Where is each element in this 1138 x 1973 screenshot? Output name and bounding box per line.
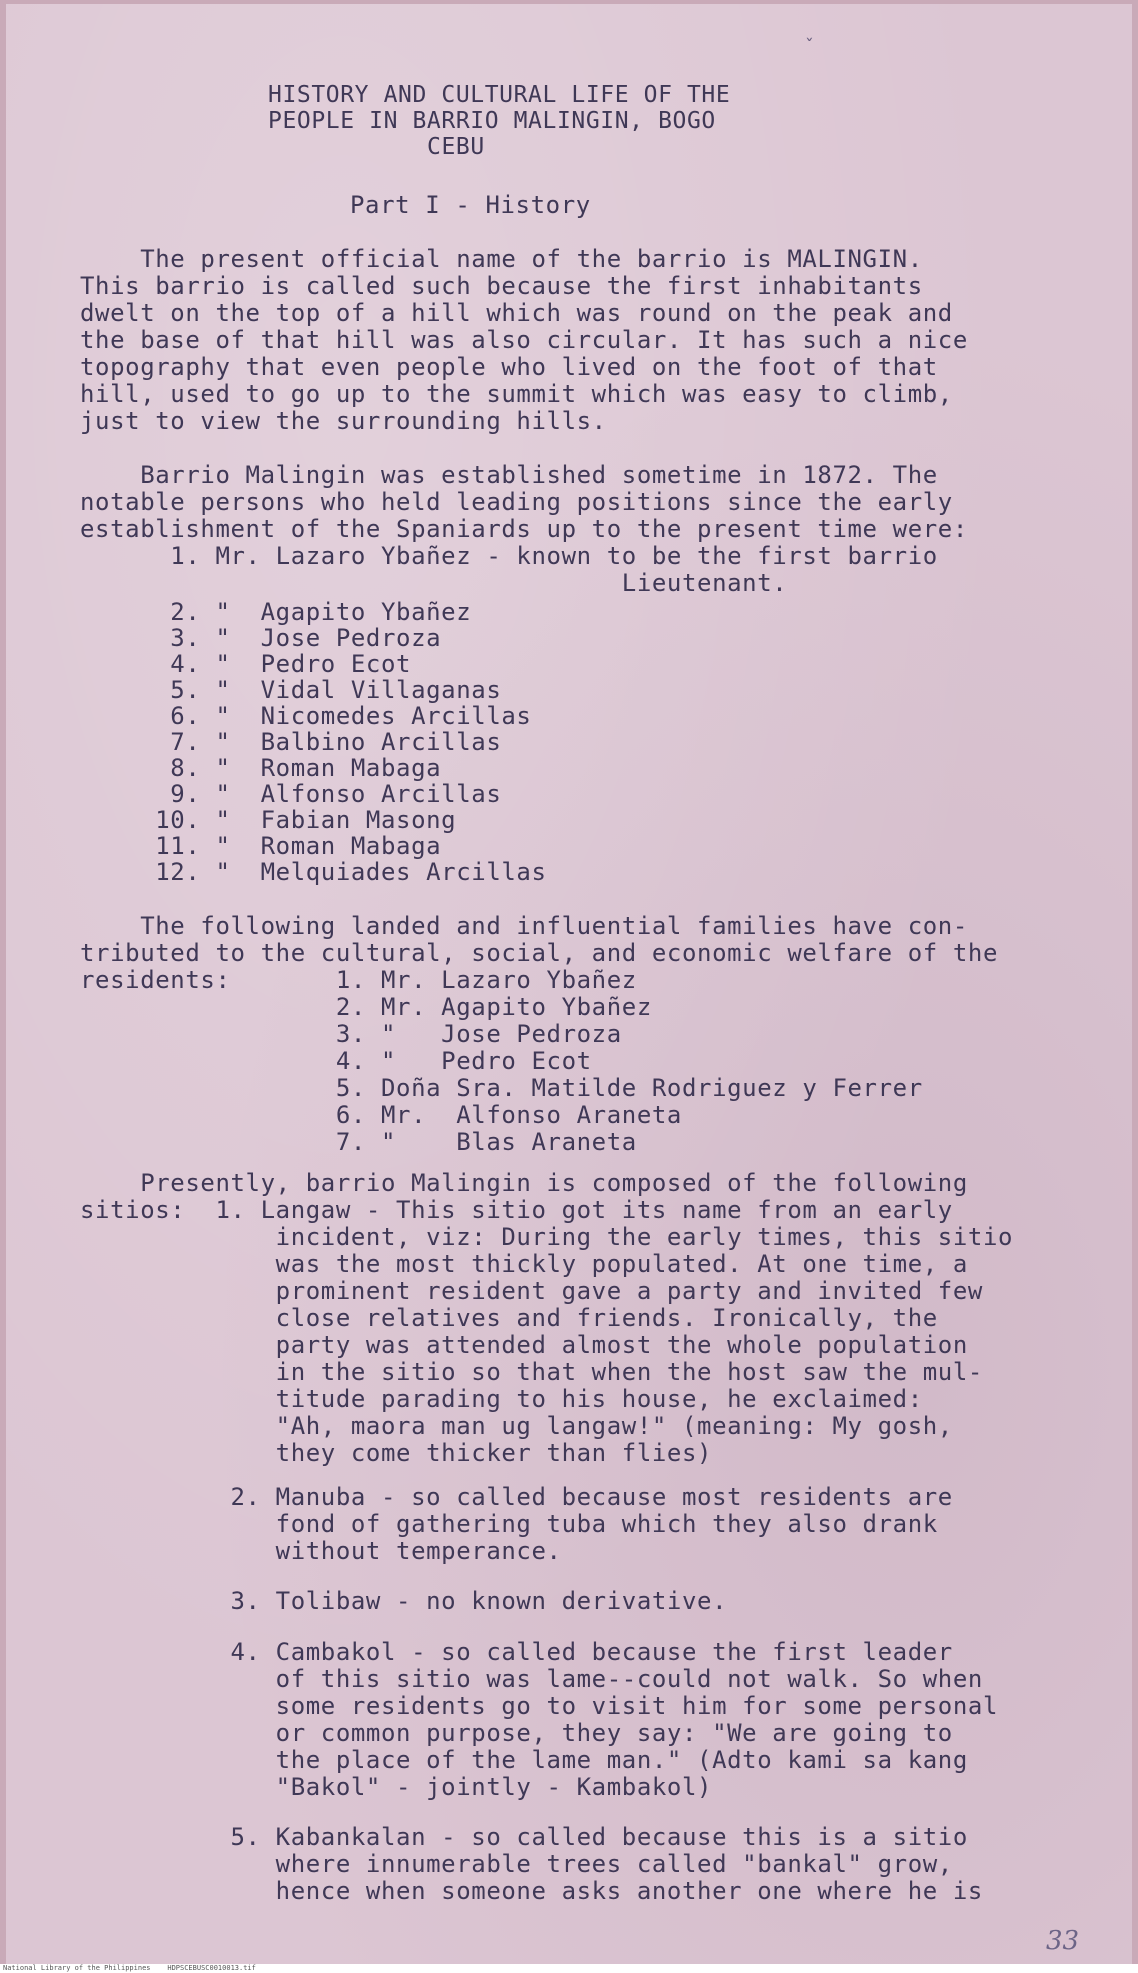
- paragraph-line: 3. Tolibaw - no known derivative.: [80, 1587, 728, 1615]
- paragraph-line: the place of the lame man." (Adto kami sa kang: [80, 1746, 968, 1774]
- list-item: 10. " Fabian Masong: [80, 806, 457, 834]
- title-line-1: HISTORY AND CULTURAL LIFE OF THE: [268, 82, 731, 108]
- paragraph-line: Barrio Malingin was established sometime in 1872. The: [80, 461, 938, 489]
- list-item: 3. " Jose Pedroza: [80, 624, 442, 652]
- paragraph-line: sitios: 1. Langaw - This sitio got its name from an early: [80, 1196, 953, 1224]
- paragraph-line: residents: 1. Mr. Lazaro Ybañez: [80, 966, 637, 994]
- paragraph-line: hill, used to go up to the summit which was easy to climb,: [80, 380, 953, 408]
- paragraph-line: or common purpose, they say: "We are going to: [80, 1719, 953, 1747]
- title-line-3: CEBU: [427, 134, 485, 160]
- paragraph-line: This barrio is called such because the first inhabitants: [80, 272, 923, 300]
- paragraph-line: 5. Kabankalan - so called because this is a sitio: [80, 1823, 968, 1851]
- list-item: 9. " Alfonso Arcillas: [80, 780, 502, 808]
- paragraph-line: titude parading to his house, he exclaimed:: [80, 1385, 923, 1413]
- paragraph-line: Presently, barrio Malingin is composed of the following: [80, 1169, 968, 1197]
- list-item: 2. " Agapito Ybañez: [80, 598, 472, 626]
- paragraph-line: fond of gathering tuba which they also drank: [80, 1510, 938, 1538]
- paragraph-line: prominent resident gave a party and invited few: [80, 1277, 983, 1305]
- paragraph-line: 1. Mr. Lazaro Ybañez - known to be the first barrio: [80, 542, 938, 570]
- paragraph-line: was the most thickly populated. At one time, a: [80, 1250, 968, 1278]
- paragraph-line: tributed to the cultural, social, and economic welfare of the: [80, 939, 999, 967]
- paragraph-line: dwelt on the top of a hill which was round on the peak and: [80, 299, 953, 327]
- part-heading: Part I - History: [350, 191, 591, 219]
- paragraph-line: 3. " Jose Pedroza: [80, 1020, 622, 1048]
- paragraph-line: topography that even people who lived on the foot of that: [80, 353, 938, 381]
- paragraph-line: hence when someone asks another one where he is: [80, 1877, 983, 1905]
- paragraph-line: of this sitio was lame--could not walk. So when: [80, 1665, 983, 1693]
- document-page: [6, 4, 1132, 1964]
- list-item: 8. " Roman Mabaga: [80, 754, 442, 782]
- paragraph-line: some residents go to visit him for some personal: [80, 1692, 999, 1720]
- list-item: 11. " Roman Mabaga: [80, 832, 442, 860]
- list-item: 12. " Melquiades Arcillas: [80, 858, 547, 886]
- paragraph-line: 6. Mr. Alfonso Araneta: [80, 1101, 682, 1129]
- paragraph-line: 4. " Pedro Ecot: [80, 1047, 592, 1075]
- paragraph-line: establishment of the Spaniards up to the present time were:: [80, 515, 968, 543]
- paragraph-line: where innumerable trees called "bankal" grow,: [80, 1850, 953, 1878]
- paragraph-line: "Bakol" - jointly - Kambakol): [80, 1773, 713, 1801]
- paragraph-line: The present official name of the barrio is MALINGIN.: [80, 245, 923, 273]
- paragraph-line: the base of that hill was also circular. It has such a nice: [80, 326, 968, 354]
- paragraph-line: The following landed and influential families have con-: [80, 912, 968, 940]
- list-item: 7. " Balbino Arcillas: [80, 728, 502, 756]
- list-item: 5. " Vidal Villaganas: [80, 676, 502, 704]
- paragraph-line: just to view the surrounding hills.: [80, 407, 607, 435]
- paragraph-line: notable persons who held leading positions since the early: [80, 488, 953, 516]
- paragraph-line: party was attended almost the whole population: [80, 1331, 968, 1359]
- list-item: 6. " Nicomedes Arcillas: [80, 702, 532, 730]
- paragraph-line: 5. Doña Sra. Matilde Rodriguez y Ferrer: [80, 1074, 923, 1102]
- paragraph-line: 2. Manuba - so called because most residents are: [80, 1483, 953, 1511]
- paragraph-line: 4. Cambakol - so called because the first leader: [80, 1638, 953, 1666]
- paragraph-line: 7. " Blas Araneta: [80, 1128, 637, 1156]
- paragraph-line: without temperance.: [80, 1537, 562, 1565]
- paragraph-line: 2. Mr. Agapito Ybañez: [80, 993, 652, 1021]
- paragraph-line: close relatives and friends. Ironically, the: [80, 1304, 938, 1332]
- paragraph-line: Lieutenant.: [80, 569, 788, 597]
- paragraph-line: they come thicker than flies): [80, 1439, 713, 1467]
- paragraph-line: in the sitio so that when the host saw the mul-: [80, 1358, 983, 1386]
- title-line-2: PEOPLE IN BARRIO MALINGIN, BOGO: [268, 108, 716, 134]
- list-item: 4. " Pedro Ecot: [80, 650, 412, 678]
- paragraph-line: incident, viz: During the early times, this sitio: [80, 1223, 1014, 1251]
- scan-footer: National Library of the Philippines HDPSCEBUSC0010013.tif: [0, 1964, 1138, 1973]
- paragraph-line: "Ah, maora man ug langaw!" (meaning: My gosh,: [80, 1412, 953, 1440]
- handwritten-page-number: 33: [1046, 1926, 1080, 1956]
- ink-speck: ˇ: [804, 36, 815, 57]
